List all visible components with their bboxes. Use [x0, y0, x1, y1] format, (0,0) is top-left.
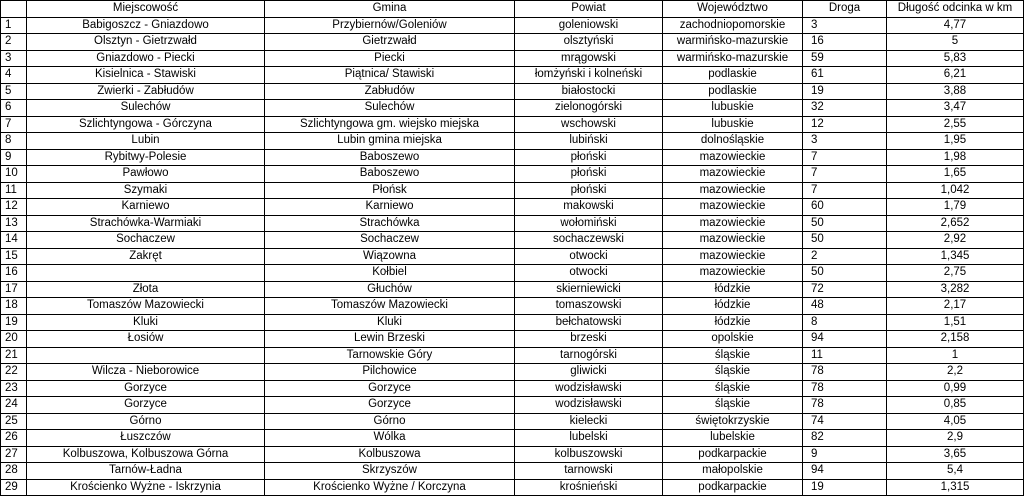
- cell-droga: 8: [803, 314, 887, 331]
- cell-gmina: Płońsk: [265, 182, 515, 199]
- cell-gmina: Strachówka: [265, 215, 515, 232]
- cell-droga: 78: [803, 380, 887, 397]
- table-row: [1, 83, 1024, 100]
- cell-number: 4: [1, 67, 27, 84]
- cell-powiat: brzeski: [515, 331, 663, 348]
- cell-droga: 59: [803, 50, 887, 67]
- cell-gmina: Szlichtyngowa gm. wiejsko miejska: [265, 116, 515, 133]
- cell-number: 22: [1, 364, 27, 381]
- cell-number: 20: [1, 331, 27, 348]
- cell-wojewodztwo: mazowieckie: [663, 248, 803, 265]
- table-row: [1, 265, 1024, 282]
- cell-wojewodztwo: śląskie: [663, 364, 803, 381]
- cell-droga: 60: [803, 199, 887, 216]
- cell-number: 21: [1, 347, 27, 364]
- cell-wojewodztwo: opolskie: [663, 331, 803, 348]
- cell-miejscowosc: Sochaczew: [27, 232, 265, 249]
- cell-powiat: łomżyński i kolneński: [515, 67, 663, 84]
- cell-miejscowosc: Karniewo: [27, 199, 265, 216]
- cell-powiat: bełchatowski: [515, 314, 663, 331]
- cell-droga: 94: [803, 463, 887, 480]
- cell-wojewodztwo: lubuskie: [663, 116, 803, 133]
- cell-droga: 50: [803, 232, 887, 249]
- cell-number: 25: [1, 413, 27, 430]
- cell-droga: 2: [803, 248, 887, 265]
- cell-wojewodztwo: podkarpackie: [663, 479, 803, 496]
- cell-droga: 16: [803, 34, 887, 51]
- cell-powiat: tomaszowski: [515, 298, 663, 315]
- cell-powiat: płoński: [515, 166, 663, 183]
- header-cell-gmina: Gmina: [265, 1, 515, 18]
- table-row: [1, 232, 1024, 249]
- cell-powiat: lubiński: [515, 133, 663, 150]
- header-cell-dlugosc: Długość odcinka w km: [887, 1, 1024, 18]
- cell-dlugosc: 2,2: [887, 364, 1024, 381]
- cell-miejscowosc: Kolbuszowa, Kolbuszowa Górna: [27, 446, 265, 463]
- table-row: [1, 17, 1024, 34]
- cell-powiat: skierniewicki: [515, 281, 663, 298]
- cell-miejscowosc: Lubin: [27, 133, 265, 150]
- cell-gmina: Zabłudów: [265, 83, 515, 100]
- cell-wojewodztwo: łódzkie: [663, 314, 803, 331]
- cell-dlugosc: 2,652: [887, 215, 1024, 232]
- cell-gmina: Lewin Brzeski: [265, 331, 515, 348]
- cell-dlugosc: 4,05: [887, 413, 1024, 430]
- table-row: [1, 50, 1024, 67]
- cell-miejscowosc: Wilcza - Nieborowice: [27, 364, 265, 381]
- cell-number: 17: [1, 281, 27, 298]
- cell-miejscowosc: Gniazdowo - Piecki: [27, 50, 265, 67]
- cell-powiat: krośnieński: [515, 479, 663, 496]
- cell-gmina: Lubin gmina miejska: [265, 133, 515, 150]
- cell-wojewodztwo: zachodniopomorskie: [663, 17, 803, 34]
- cell-gmina: Gietrzwałd: [265, 34, 515, 51]
- cell-number: 18: [1, 298, 27, 315]
- cell-miejscowosc: Zwierki - Zabłudów: [27, 83, 265, 100]
- table-row: [1, 479, 1024, 496]
- cell-dlugosc: 5,4: [887, 463, 1024, 480]
- cell-droga: 82: [803, 430, 887, 447]
- cell-miejscowosc: Krościenko Wyżne - Iskrzynia: [27, 479, 265, 496]
- cell-droga: 7: [803, 166, 887, 183]
- cell-droga: 72: [803, 281, 887, 298]
- cell-powiat: goleniowski: [515, 17, 663, 34]
- cell-miejscowosc: Tarnów-Ładna: [27, 463, 265, 480]
- cell-miejscowosc: Gorzyce: [27, 380, 265, 397]
- cell-wojewodztwo: warmińsko-mazurskie: [663, 50, 803, 67]
- cell-dlugosc: 1,79: [887, 199, 1024, 216]
- cell-powiat: wołomiński: [515, 215, 663, 232]
- cell-number: 13: [1, 215, 27, 232]
- header-cell-wojewodztwo: Województwo: [663, 1, 803, 18]
- cell-dlugosc: 1,345: [887, 248, 1024, 265]
- cell-miejscowosc: Strachówka-Warmiaki: [27, 215, 265, 232]
- cell-dlugosc: 2,75: [887, 265, 1024, 282]
- cell-wojewodztwo: lubelskie: [663, 430, 803, 447]
- cell-gmina: Wiązowna: [265, 248, 515, 265]
- cell-gmina: Przybiernów/Goleniów: [265, 17, 515, 34]
- cell-miejscowosc: Babigoszcz - Gniazdowo: [27, 17, 265, 34]
- cell-wojewodztwo: mazowieckie: [663, 182, 803, 199]
- cell-miejscowosc: Gorzyce: [27, 397, 265, 414]
- cell-miejscowosc: Tomaszów Mazowiecki: [27, 298, 265, 315]
- cell-gmina: Sulechów: [265, 100, 515, 117]
- cell-gmina: Baboszewo: [265, 166, 515, 183]
- cell-number: 19: [1, 314, 27, 331]
- cell-number: 14: [1, 232, 27, 249]
- cell-miejscowosc: [27, 347, 265, 364]
- cell-dlugosc: 2,9: [887, 430, 1024, 447]
- cell-number: 1: [1, 17, 27, 34]
- table-row: [1, 116, 1024, 133]
- cell-droga: 74: [803, 413, 887, 430]
- cell-droga: 7: [803, 149, 887, 166]
- cell-powiat: olsztyński: [515, 34, 663, 51]
- cell-gmina: Pilchowice: [265, 364, 515, 381]
- table-row: [1, 199, 1024, 216]
- table-row: [1, 215, 1024, 232]
- cell-droga: 9: [803, 446, 887, 463]
- cell-wojewodztwo: warmińsko-mazurskie: [663, 34, 803, 51]
- cell-miejscowosc: Zakręt: [27, 248, 265, 265]
- cell-gmina: Krościenko Wyżne / Korczyna: [265, 479, 515, 496]
- cell-droga: 3: [803, 17, 887, 34]
- cell-powiat: wodzisławski: [515, 397, 663, 414]
- cell-powiat: wodzisławski: [515, 380, 663, 397]
- cell-gmina: Kolbuszowa: [265, 446, 515, 463]
- cell-number: 12: [1, 199, 27, 216]
- cell-number: 6: [1, 100, 27, 117]
- cell-gmina: Gorzyce: [265, 380, 515, 397]
- cell-dlugosc: 5,83: [887, 50, 1024, 67]
- cell-droga: 3: [803, 133, 887, 150]
- cell-miejscowosc: Sulechów: [27, 100, 265, 117]
- cell-gmina: Kołbiel: [265, 265, 515, 282]
- table-row: [1, 182, 1024, 199]
- cell-miejscowosc: Szymaki: [27, 182, 265, 199]
- cell-gmina: Kluki: [265, 314, 515, 331]
- cell-powiat: sochaczewski: [515, 232, 663, 249]
- cell-powiat: kolbuszowski: [515, 446, 663, 463]
- cell-powiat: płoński: [515, 149, 663, 166]
- cell-powiat: otwocki: [515, 265, 663, 282]
- table-row: [1, 430, 1024, 447]
- table-body: [1, 17, 1024, 496]
- cell-droga: 11: [803, 347, 887, 364]
- cell-number: 2: [1, 34, 27, 51]
- cell-droga: 48: [803, 298, 887, 315]
- cell-droga: 19: [803, 479, 887, 496]
- cell-miejscowosc: Górno: [27, 413, 265, 430]
- table-row: [1, 413, 1024, 430]
- cell-dlugosc: 4,77: [887, 17, 1024, 34]
- cell-powiat: płoński: [515, 182, 663, 199]
- cell-wojewodztwo: śląskie: [663, 347, 803, 364]
- cell-gmina: Tarnowskie Góry: [265, 347, 515, 364]
- table-row: [1, 446, 1024, 463]
- cell-gmina: Gorzyce: [265, 397, 515, 414]
- cell-wojewodztwo: mazowieckie: [663, 265, 803, 282]
- cell-miejscowosc: Rybitwy-Polesie: [27, 149, 265, 166]
- cell-number: 15: [1, 248, 27, 265]
- table-row: [1, 149, 1024, 166]
- cell-dlugosc: 0,99: [887, 380, 1024, 397]
- cell-droga: 19: [803, 83, 887, 100]
- cell-powiat: makowski: [515, 199, 663, 216]
- cell-miejscowosc: Złota: [27, 281, 265, 298]
- table-row: [1, 298, 1024, 315]
- cell-wojewodztwo: mazowieckie: [663, 149, 803, 166]
- cell-gmina: Piecki: [265, 50, 515, 67]
- cell-powiat: tarnogórski: [515, 347, 663, 364]
- cell-dlugosc: 2,158: [887, 331, 1024, 348]
- cell-number: 8: [1, 133, 27, 150]
- cell-powiat: kielecki: [515, 413, 663, 430]
- cell-miejscowosc: Kluki: [27, 314, 265, 331]
- cell-miejscowosc: Olsztyn - Gietrzwałd: [27, 34, 265, 51]
- cell-number: 5: [1, 83, 27, 100]
- cell-miejscowosc: Kisielnica - Stawiski: [27, 67, 265, 84]
- cell-miejscowosc: Łosiów: [27, 331, 265, 348]
- cell-number: 29: [1, 479, 27, 496]
- header-cell-powiat: Powiat: [515, 1, 663, 18]
- cell-powiat: otwocki: [515, 248, 663, 265]
- cell-dlugosc: 2,17: [887, 298, 1024, 315]
- table-row: [1, 248, 1024, 265]
- cell-gmina: Tomaszów Mazowiecki: [265, 298, 515, 315]
- cell-gmina: Głuchów: [265, 281, 515, 298]
- cell-dlugosc: 1,042: [887, 182, 1024, 199]
- cell-powiat: zielonogórski: [515, 100, 663, 117]
- cell-dlugosc: 6,21: [887, 67, 1024, 84]
- header-cell-miejscowosc: Miejscowość: [27, 1, 265, 18]
- cell-droga: 94: [803, 331, 887, 348]
- cell-wojewodztwo: lubuskie: [663, 100, 803, 117]
- header-row: [1, 1, 1024, 18]
- cell-powiat: białostocki: [515, 83, 663, 100]
- cell-dlugosc: 2,55: [887, 116, 1024, 133]
- cell-dlugosc: 3,47: [887, 100, 1024, 117]
- cell-dlugosc: 1,95: [887, 133, 1024, 150]
- cell-wojewodztwo: podlaskie: [663, 83, 803, 100]
- table-row: [1, 364, 1024, 381]
- table-row: [1, 331, 1024, 348]
- cell-wojewodztwo: łódzkie: [663, 281, 803, 298]
- cell-number: 9: [1, 149, 27, 166]
- cell-wojewodztwo: mazowieckie: [663, 232, 803, 249]
- table-row: [1, 347, 1024, 364]
- cell-wojewodztwo: śląskie: [663, 380, 803, 397]
- cell-number: 26: [1, 430, 27, 447]
- cell-number: 3: [1, 50, 27, 67]
- cell-gmina: Górno: [265, 413, 515, 430]
- cell-wojewodztwo: śląskie: [663, 397, 803, 414]
- cell-gmina: Skrzyszów: [265, 463, 515, 480]
- cell-dlugosc: 2,92: [887, 232, 1024, 249]
- cell-powiat: tarnowski: [515, 463, 663, 480]
- cell-number: 28: [1, 463, 27, 480]
- cell-droga: 78: [803, 397, 887, 414]
- cell-miejscowosc: Szlichtyngowa - Górczyna: [27, 116, 265, 133]
- cell-wojewodztwo: podlaskie: [663, 67, 803, 84]
- cell-miejscowosc: Pawłowo: [27, 166, 265, 183]
- table-row: [1, 100, 1024, 117]
- cell-miejscowosc: Łuszczów: [27, 430, 265, 447]
- table-row: [1, 463, 1024, 480]
- cell-powiat: wschowski: [515, 116, 663, 133]
- table-row: [1, 34, 1024, 51]
- cell-gmina: Sochaczew: [265, 232, 515, 249]
- table-row: [1, 133, 1024, 150]
- table-row: [1, 281, 1024, 298]
- cell-powiat: mrągowski: [515, 50, 663, 67]
- cell-gmina: Piątnica/ Stawiski: [265, 67, 515, 84]
- cell-droga: 50: [803, 265, 887, 282]
- table-row: [1, 314, 1024, 331]
- table-row: [1, 67, 1024, 84]
- cell-number: 11: [1, 182, 27, 199]
- cell-droga: 61: [803, 67, 887, 84]
- cell-powiat: gliwicki: [515, 364, 663, 381]
- cell-droga: 78: [803, 364, 887, 381]
- cell-gmina: Karniewo: [265, 199, 515, 216]
- cell-wojewodztwo: podkarpackie: [663, 446, 803, 463]
- cell-number: 24: [1, 397, 27, 414]
- cell-miejscowosc: [27, 265, 265, 282]
- cell-dlugosc: 3,282: [887, 281, 1024, 298]
- table-row: [1, 397, 1024, 414]
- cell-dlugosc: 5: [887, 34, 1024, 51]
- table-row: [1, 166, 1024, 183]
- cell-dlugosc: 1,315: [887, 479, 1024, 496]
- cell-droga: 50: [803, 215, 887, 232]
- cell-gmina: Baboszewo: [265, 149, 515, 166]
- cell-droga: 32: [803, 100, 887, 117]
- cell-dlugosc: 3,65: [887, 446, 1024, 463]
- cell-powiat: lubelski: [515, 430, 663, 447]
- cell-wojewodztwo: świętokrzyskie: [663, 413, 803, 430]
- header-cell-number: [1, 1, 27, 18]
- cell-dlugosc: 1,51: [887, 314, 1024, 331]
- cell-wojewodztwo: mazowieckie: [663, 199, 803, 216]
- cell-wojewodztwo: łódzkie: [663, 298, 803, 315]
- cell-gmina: Wólka: [265, 430, 515, 447]
- cell-dlugosc: 1: [887, 347, 1024, 364]
- cell-dlugosc: 3,88: [887, 83, 1024, 100]
- header-cell-droga: Droga: [803, 1, 887, 18]
- cell-wojewodztwo: mazowieckie: [663, 166, 803, 183]
- cell-number: 10: [1, 166, 27, 183]
- cell-number: 27: [1, 446, 27, 463]
- cell-number: 16: [1, 265, 27, 282]
- cell-droga: 7: [803, 182, 887, 199]
- cell-number: 7: [1, 116, 27, 133]
- cell-wojewodztwo: dolnośląskie: [663, 133, 803, 150]
- cell-wojewodztwo: małopolskie: [663, 463, 803, 480]
- cell-number: 23: [1, 380, 27, 397]
- cell-dlugosc: 0,85: [887, 397, 1024, 414]
- cell-dlugosc: 1,98: [887, 149, 1024, 166]
- cell-droga: 12: [803, 116, 887, 133]
- cell-dlugosc: 1,65: [887, 166, 1024, 183]
- table-row: [1, 380, 1024, 397]
- cell-wojewodztwo: mazowieckie: [663, 215, 803, 232]
